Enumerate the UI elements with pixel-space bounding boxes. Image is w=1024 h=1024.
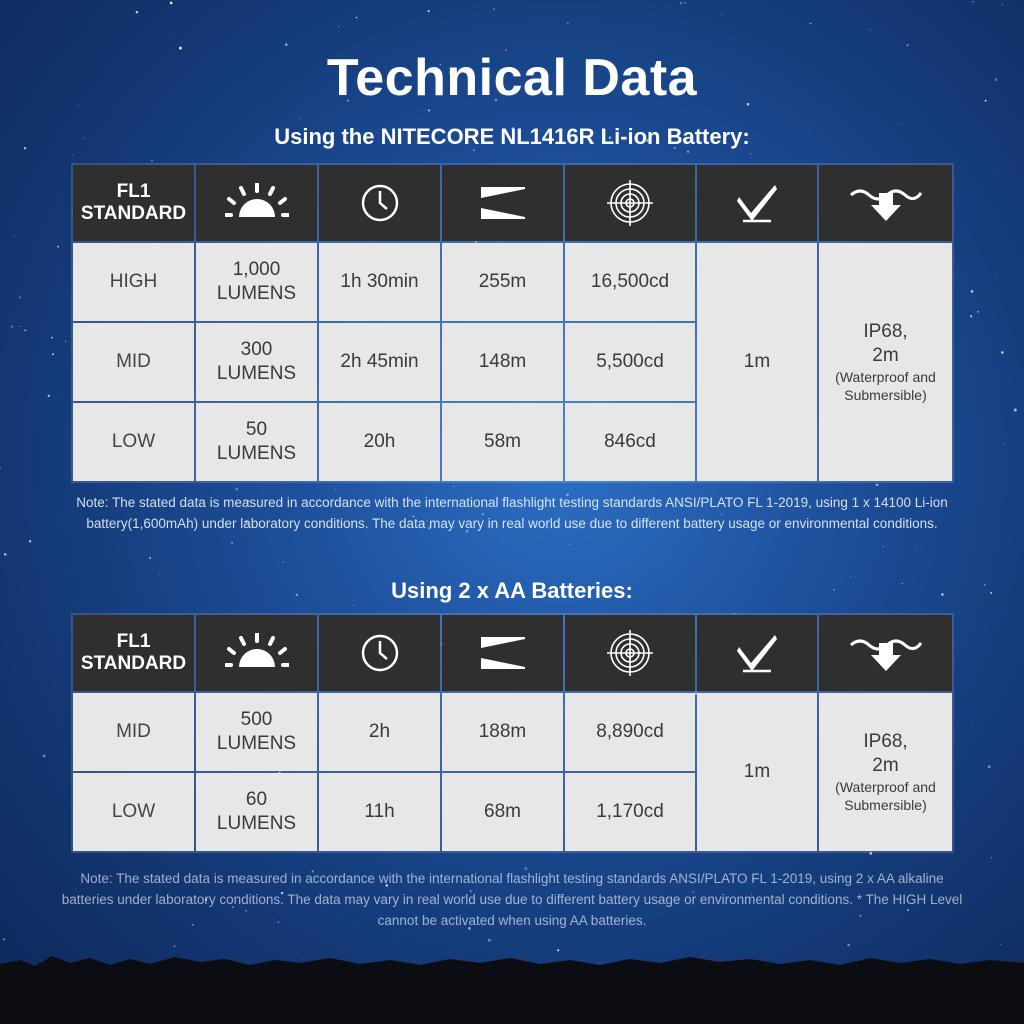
star: [29, 540, 31, 542]
lumens-unit: LUMENS: [216, 283, 297, 304]
runtime-cell: 1h 30min: [319, 243, 440, 321]
lumens-unit: LUMENS: [216, 813, 297, 834]
star: [353, 605, 354, 606]
ip-depth: 2m: [872, 345, 899, 366]
star: [65, 341, 66, 342]
star: [235, 488, 238, 491]
star: [453, 486, 454, 487]
lumens-unit: LUMENS: [216, 733, 297, 754]
intensity-cell: 5,500cd: [565, 323, 695, 401]
star: [972, 725, 973, 726]
star: [11, 325, 13, 327]
table-header-row: [73, 165, 952, 241]
waterproof-cell: [819, 243, 952, 481]
star: [285, 43, 287, 45]
waterproof-header: [819, 165, 952, 241]
star: [988, 765, 991, 768]
star: [995, 274, 996, 275]
star: [13, 235, 14, 236]
clock-icon: [360, 633, 400, 673]
star: [1000, 944, 1001, 945]
star: [428, 109, 430, 111]
intensity-cell: 1,170cd: [565, 773, 695, 851]
star: [72, 155, 73, 156]
mode-cell: LOW: [73, 403, 194, 481]
impact-resistance-icon: [735, 183, 779, 223]
star: [136, 11, 138, 13]
ip-note-line2: Submersible): [844, 797, 927, 813]
star: [19, 296, 21, 298]
star: [1004, 443, 1005, 444]
grass-silhouette: [0, 950, 1024, 1024]
table1-subtitle: Using the NITECORE NL1416R Li-ion Battery:: [274, 124, 750, 149]
star: [1014, 409, 1017, 412]
star: [4, 553, 7, 556]
star: [971, 290, 974, 293]
beam-distance-icon: [480, 186, 526, 220]
star: [356, 17, 357, 18]
brightness-icon: [225, 183, 289, 223]
lumens-unit: LUMENS: [216, 443, 297, 464]
distance-cell: 148m: [442, 323, 563, 401]
star: [20, 326, 21, 327]
intensity-cell: 846cd: [565, 403, 695, 481]
star: [569, 544, 570, 545]
star: [428, 10, 430, 12]
impact-cell: 1m: [697, 243, 817, 481]
mode-column-header: [73, 165, 194, 241]
impact-cell: 1m: [697, 693, 817, 851]
brightness-header: [196, 165, 317, 241]
lumens-value: 1,000: [232, 259, 281, 280]
ip-rating: IP68,: [863, 321, 908, 342]
star: [670, 7, 671, 8]
star: [972, 1, 974, 3]
star: [982, 493, 983, 494]
star: [231, 542, 233, 544]
header-line-fl1: FL1: [116, 631, 151, 652]
star: [850, 576, 851, 577]
lumens-value: 500: [240, 709, 273, 730]
star: [870, 29, 871, 30]
lumens-value: 50: [245, 419, 268, 440]
star: [847, 944, 849, 946]
intensity-cell: 16,500cd: [565, 243, 695, 321]
star: [970, 315, 972, 317]
impact-header: [697, 165, 817, 241]
star: [687, 151, 689, 153]
table2-subtitle: Using 2 x AA Batteries:: [391, 578, 633, 603]
header-line-standard: STANDARD: [80, 203, 187, 224]
star: [680, 2, 682, 4]
star: [172, 35, 173, 36]
impact-resistance-icon: [735, 633, 779, 673]
lumens-cell: [196, 323, 317, 401]
mode-cell: MID: [73, 693, 194, 771]
star: [151, 160, 152, 161]
header-line-standard: STANDARD: [80, 653, 187, 674]
mode-cell: MID: [73, 323, 194, 401]
star: [493, 8, 494, 9]
spec-table-aa: [71, 613, 954, 853]
star: [0, 467, 1, 469]
intensity-cell: 8,890cd: [565, 693, 695, 771]
intensity-target-icon: [607, 630, 653, 676]
star: [3, 938, 5, 940]
runtime-cell: 2h: [319, 693, 440, 771]
star: [997, 170, 998, 171]
waterproof-cell: [819, 693, 952, 851]
star: [51, 337, 53, 339]
star: [48, 395, 50, 397]
brightness-icon: [225, 633, 289, 673]
ip-note-line1: (Waterproof and: [835, 369, 936, 385]
star: [170, 2, 173, 5]
ip-rating: IP68,: [863, 731, 908, 752]
star: [810, 23, 812, 25]
star: [57, 246, 59, 248]
star: [174, 945, 176, 947]
waterproof-header: [819, 615, 952, 691]
star: [876, 484, 879, 487]
mode-cell: LOW: [73, 773, 194, 851]
star: [52, 353, 54, 355]
ip-note-line2: Submersible): [844, 387, 927, 403]
intensity-target-icon: [607, 180, 653, 226]
spec-table-li-ion: [71, 163, 954, 483]
lumens-unit: LUMENS: [216, 363, 297, 384]
star: [721, 13, 722, 14]
ip-depth: 2m: [872, 755, 899, 776]
lumens-cell: [196, 243, 317, 321]
lumens-cell: [196, 773, 317, 851]
table1-note: Note: The stated data is measured in accordance with the international flashlight testing standards ANSI/PLATO FL 1-2019, using 1 x 14100 Li-ion battery(1,600mAh) under laboratory conditions. The data may vary in real world use due to different battery usage or environmental conditions.: [76, 495, 948, 531]
waterproof-icon: [849, 183, 923, 223]
distance-header: [442, 615, 563, 691]
intensity-header: [565, 615, 695, 691]
intensity-header: [565, 165, 695, 241]
star: [977, 311, 979, 313]
star: [750, 153, 751, 154]
star: [299, 118, 300, 119]
mode-cell: HIGH: [73, 243, 194, 321]
lumens-value: 300: [240, 339, 273, 360]
clock-icon: [360, 183, 400, 223]
runtime-header: [319, 165, 440, 241]
runtime-cell: 11h: [319, 773, 440, 851]
distance-header: [442, 165, 563, 241]
star: [685, 2, 686, 3]
runtime-cell: 2h 45min: [319, 323, 440, 401]
distance-cell: 58m: [442, 403, 563, 481]
star: [43, 754, 46, 757]
runtime-header: [319, 615, 440, 691]
star: [488, 939, 491, 942]
star: [159, 574, 160, 575]
star: [338, 26, 339, 27]
brightness-header: [196, 615, 317, 691]
impact-header: [697, 615, 817, 691]
star: [567, 22, 569, 24]
waterproof-icon: [849, 633, 923, 673]
star: [1002, 4, 1003, 5]
table2-note: Note: The stated data is measured in accordance with the international flashlight testing standards ANSI/PLATO FL 1-2019, using 2 x AA alkaline batteries under laboratory conditions. The data may vary in real world use due to different battery usage or environmental conditions. * The HIGH Level cannot be activated when using AA batteries.: [61, 871, 963, 928]
star: [906, 44, 908, 46]
lumens-cell: [196, 403, 317, 481]
star: [24, 329, 26, 331]
distance-cell: 188m: [442, 693, 563, 771]
star: [1001, 351, 1003, 353]
page-title: Technical Data: [326, 49, 698, 107]
table-header-row: [73, 615, 952, 691]
distance-cell: 68m: [442, 773, 563, 851]
table-row: [73, 243, 952, 321]
star: [502, 538, 503, 539]
star: [149, 557, 151, 559]
header-line-fl1: FL1: [116, 181, 151, 202]
runtime-cell: 20h: [319, 403, 440, 481]
star: [282, 561, 283, 562]
lumens-cell: [196, 693, 317, 771]
star: [335, 489, 336, 490]
distance-cell: 255m: [442, 243, 563, 321]
mode-column-header: [73, 615, 194, 691]
ip-note-line1: (Waterproof and: [835, 779, 936, 795]
beam-distance-icon: [480, 636, 526, 670]
table-row: [73, 693, 952, 771]
star: [991, 857, 992, 858]
star: [882, 546, 883, 547]
lumens-value: 60: [245, 789, 268, 810]
star: [915, 545, 916, 546]
